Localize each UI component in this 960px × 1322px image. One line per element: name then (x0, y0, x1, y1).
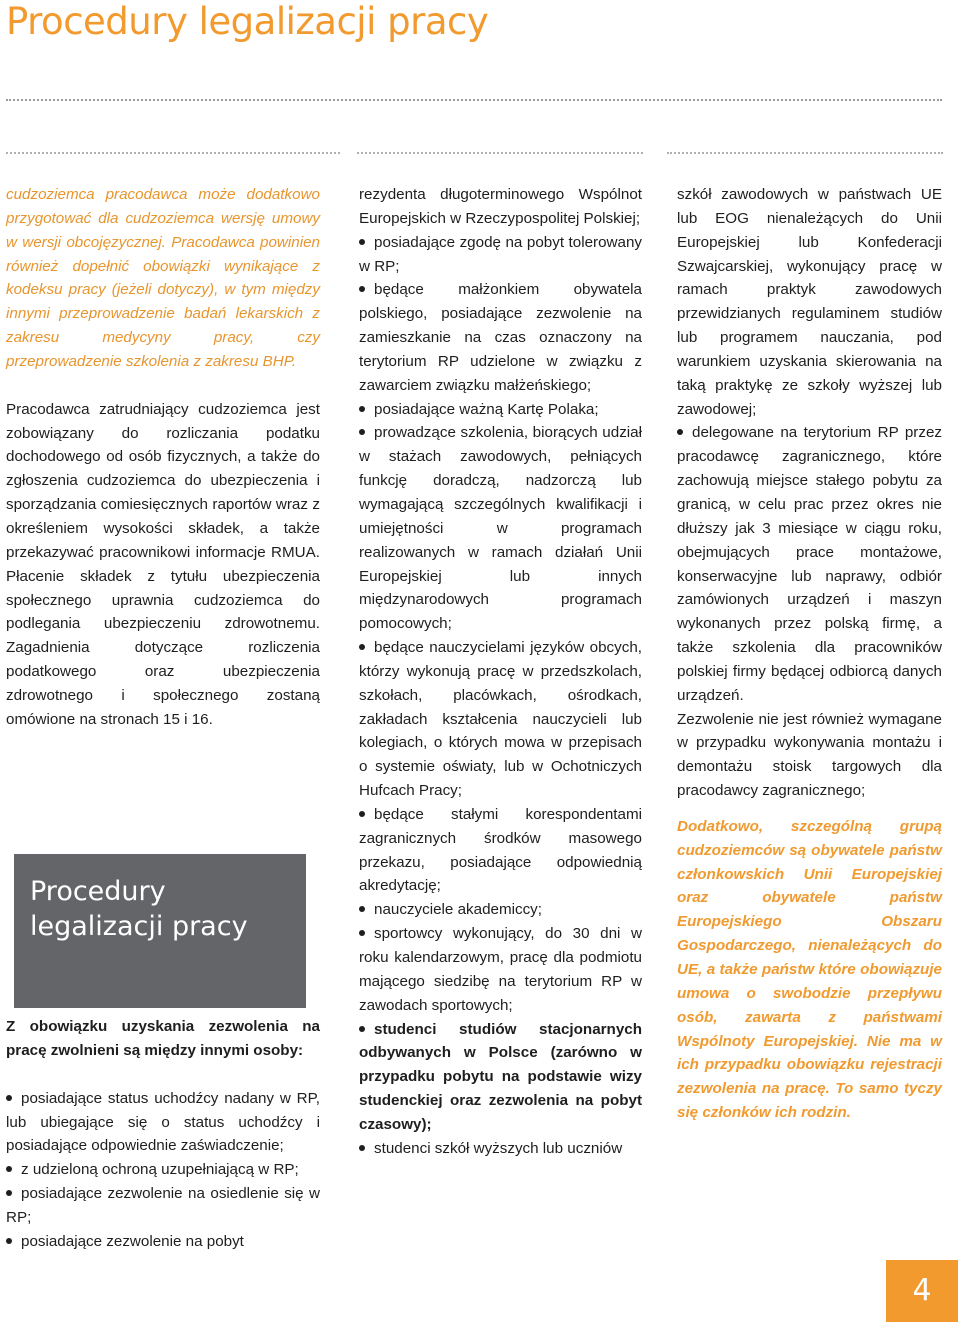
list-item: sportowcy wykonujący, do 30 dni w roku kalendarzowym, pracę dla podmiotu mającego siedzibę na terytorium RP w zawodach sportowych; (359, 925, 642, 1014)
bullet-icon (6, 1095, 12, 1101)
page-number: 4 (912, 1273, 932, 1308)
top-divider (6, 99, 942, 101)
list-item: posiadające ważną Kartę Polaka; (359, 398, 642, 422)
bullet-icon (359, 811, 365, 817)
exemption-paragraph: Zezwolenie nie jest również wymagane w przypadku wykonywania montażu i demontażu stoisk targowych dla pracodawcy zagranicznego; (677, 710, 942, 800)
column-3 (677, 183, 942, 1125)
bullet-icon (6, 1238, 12, 1244)
continued-text: szkół zawodowych w państwach UE lub EOG nienależących do Unii Europejskiej lub Konfederacji Szwajcarskiej, wykonujący pracę w ramach praktyk zawodowych przewidzianych regulaminem studiów lub programem nauczania, pod warunkiem uzyskania skierowania na taką praktykę ze szkoły wyższej lub zawodowej; (677, 186, 942, 418)
exemption-lead: Z obowiązku uzyskania zezwolenia na pracę zwolnieni są między innymi osoby: (6, 1018, 320, 1059)
page-number-badge (886, 1260, 958, 1322)
bullet-icon (359, 1026, 365, 1032)
list-item: nauczyciele akademiccy; (359, 898, 642, 922)
bullet-icon (359, 906, 365, 912)
list-item: prowadzące szkolenia, biorących udział w stażach zawodowych, pełniących funkcję doradczą, nadzorczą lub wymagającą szczególnych kwalifikacji i umiejętności w programach realizowanych w ramach działań Unii Europejskiej lub innych międzynarodowych programach pomocowych; (359, 424, 642, 633)
bullet-icon (6, 1190, 12, 1196)
bullet-icon (359, 429, 365, 435)
list-item: posiadające zezwolenie na pobyt (6, 1230, 320, 1254)
section-heading-box (14, 854, 306, 1008)
bullet-icon (359, 1145, 365, 1151)
bullet-icon (359, 644, 365, 650)
bullet-icon (677, 429, 683, 435)
column-divider-1 (6, 152, 340, 154)
highlight-text: Dodatkowo, szczególną grupą cudzoziemców są obywatele państw członkowskich Unii Europejskiej oraz obywatele państw Europejskiego Obszaru Gospodarczego, nienależących do UE, a także państw które obowiązuje umowa o swobodzie przepływu osób, zawarta z państwami Wspólnoty Europejskiej. Nie ma w ich przypadku obowiązku rejestracji zezwolenia na pracę. To samo tyczy się członków ich rodzin. (677, 817, 942, 1122)
list-item: będące nauczycielami języków obcych, którzy wykonują pracę w przedszkolach, szkołach, placówkach, ośrodkach, zakładach kształcenia nauczycieli lub kolegiach, o których mowa w przepisach o systemie oświaty, lub w Ochotniczych Hufcach Pracy; (359, 639, 642, 800)
list-item: z udzieloną ochroną uzupełniającą w RP; (6, 1158, 320, 1182)
column-divider-2 (357, 152, 643, 154)
section-heading: Procedury legalizacji pracy (30, 876, 248, 942)
bullet-icon (359, 239, 365, 245)
page-title: Procedury legalizacji pracy (6, 0, 489, 43)
continued-text: rezydenta długoterminowego Wspólnot Europejskich w Rzeczypospolitej Polskiej; (359, 186, 642, 227)
column-1-lower (6, 1015, 320, 1254)
column-2 (359, 183, 642, 1161)
list-item: studenci szkół wyższych lub uczniów (359, 1137, 642, 1161)
list-item: delegowane na terytorium RP przez pracodawcę zagranicznego, które zachowują miejsce stałego pobytu za granicą, w celu prac przez okres nie dłuższy jak 3 miesiące w ciągu roku, obejmujących prace montażowe, konserwacyjne lub naprawy, odbiór zamówionych urządzeń i maszyn wykonanych przez polską firmę, a także szkolenia dla pracowników polskiej firmy będącej odbiorcą danych urządzeń. (677, 424, 942, 704)
bullet-icon (6, 1166, 12, 1172)
list-item: posiadające zgodę na pobyt tolerowany w RP; (359, 233, 642, 275)
list-item: posiadające status uchodźcy nadany w RP, lub ubiegające się o status uchodźcy i posiadające odpowiednie zaświadczenie; (6, 1089, 320, 1155)
intro-italic-text: cudzoziemca pracodawca może dodatkowo przygotować dla cudzoziemca wersję umowy w wersji obcojęzycznej. Pracodawca powinien również dopełnić obowiązki wynikające z kodeksu pracy (jeżeli dotyczy), w tym między innymi przeprowadzenie badań lekarskich z zakresu medycyny pracy, czy przeprowadzenie szkolenia z zakresu BHP. (6, 186, 320, 370)
bullet-icon (359, 930, 365, 936)
tax-insurance-paragraph: Pracodawca zatrudniający cudzoziemca jest zobowiązany do rozliczania podatku dochodowego od osób fizycznych, a także do zgłoszenia cudzoziemca do ubezpieczenia i sporządzania comiesięcznych raportów wraz z określeniem wysokości składek, a także przekazywać pracownikowi informacje RMUA. Płacenie składek z tytułu ubezpieczenia społecznego uprawnia cudzoziemca do podlegania ubezpieczeniu zdrowotnemu. Zagadnienia dotyczące rozliczenia podatkowego oraz ubezpieczenia zdrowotnego i społecznego zostaną omówione na stronach 15 i 16. (6, 400, 320, 728)
list-item-bold: studenci studiów stacjonarnych odbywanych w Polsce (zarówno w przypadku pobytu na podstawie wizy studenckiej oraz zezwolenia na pobyt czasowy); (359, 1020, 642, 1133)
list-item: będące małżonkiem obywatela polskiego, posiadające zezwolenie na zamieszkanie na czas oznaczony na terytorium RP udzielone w związku z zawarciem związku małżeńskiego; (359, 281, 642, 394)
column-divider-3 (667, 152, 943, 154)
list-item: posiadające zezwolenie na osiedlenie się w RP; (6, 1185, 320, 1226)
bullet-icon (359, 286, 365, 292)
column-1 (6, 183, 320, 732)
bullet-icon (359, 406, 365, 412)
list-item: będące stałymi korespondentami zagranicznych środków masowego przekazu, posiadające odpowiednią akredytację; (359, 805, 642, 895)
